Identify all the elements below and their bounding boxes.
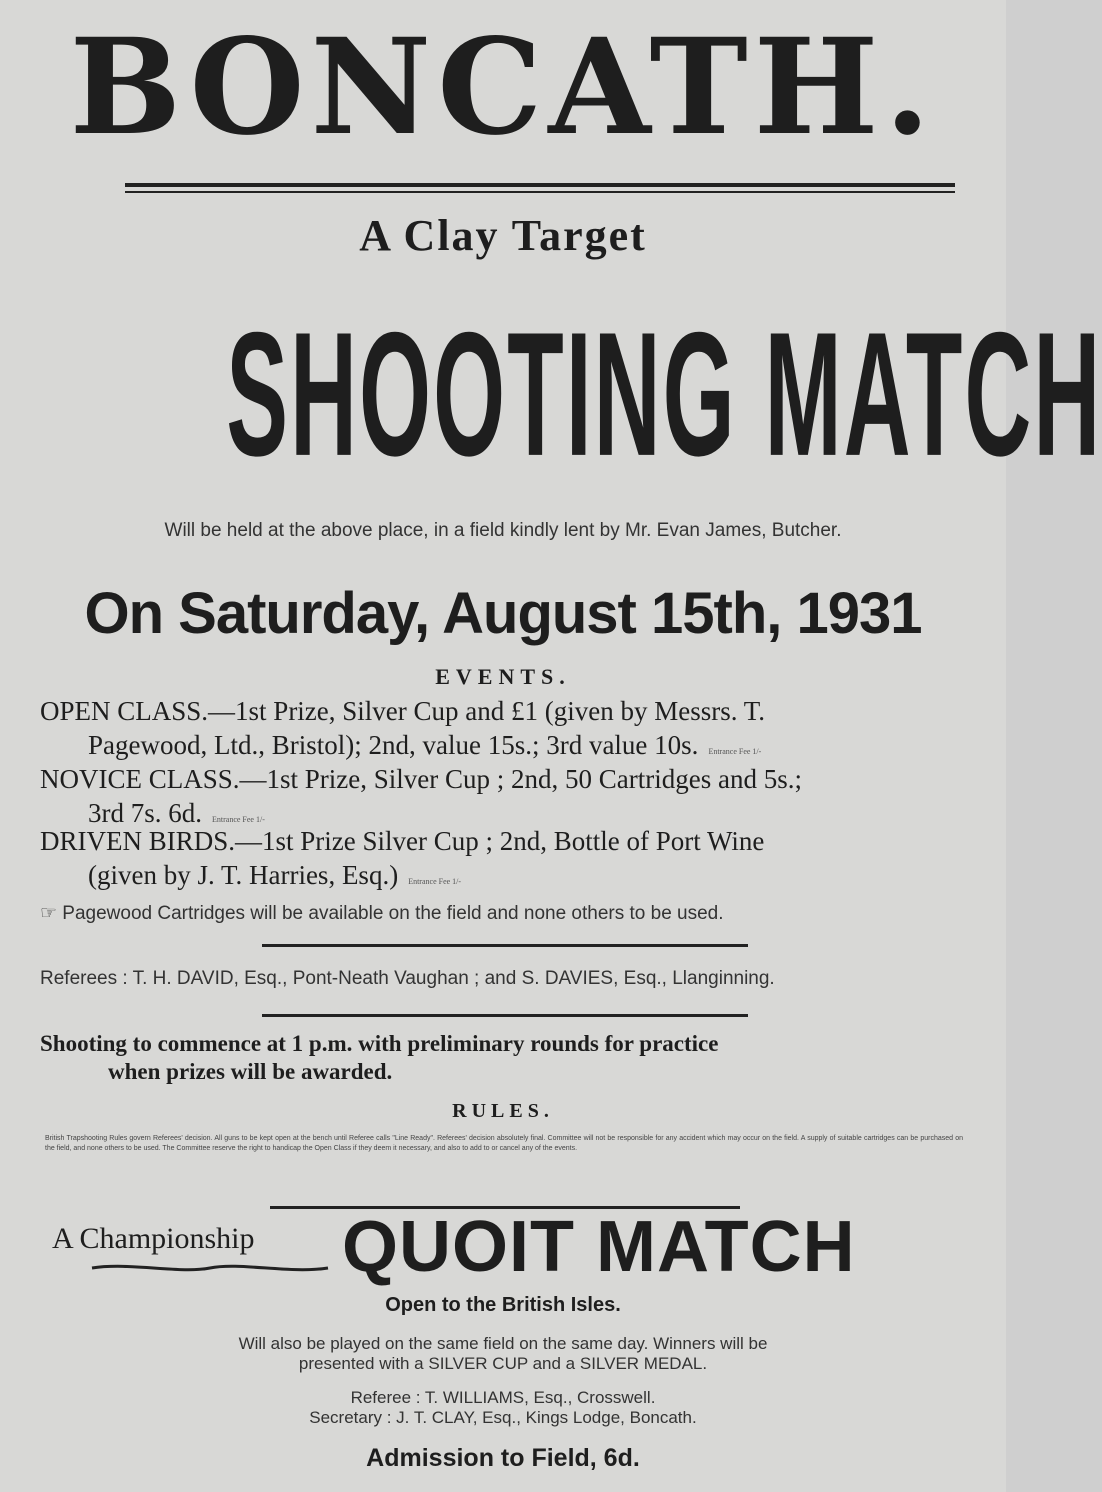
title-rule (125, 183, 955, 187)
flourish-ornament (90, 1260, 330, 1276)
divider (262, 944, 748, 947)
events-heading: EVENTS. (435, 664, 571, 689)
quoit-secretary: Secretary : J. T. CLAY, Esq., Kings Lodge, Boncath. (309, 1408, 697, 1427)
event-driven-birds (40, 824, 970, 899)
poster-headline: SHOOTING MATCH (226, 295, 1102, 493)
shooting-line: Shooting to commence at 1 p.m. with preliminary rounds for practice (40, 1031, 719, 1056)
event-date: On Saturday, August 15th, 1931 (84, 581, 922, 646)
shooting-start (40, 1030, 970, 1086)
rules-heading: RULES. (452, 1100, 554, 1122)
championship-label: A Championship (52, 1222, 255, 1255)
divider (262, 1014, 748, 1017)
quoit-referee: Referee : T. WILLIAMS, Esq., Crosswell. (350, 1388, 656, 1407)
entrance-fee: Entrance Fee 1/- (708, 747, 762, 756)
cartridges-note: ☞ Pagewood Cartridges will be available on the field and none others to be used. (40, 903, 724, 924)
event-line: NOVICE CLASS.—1st Prize, Silver Cup ; 2nd, 50 Cartridges and 5s.; (40, 764, 802, 794)
quoit-text: Will also be played on the same field on the same day. Winners will be (238, 1334, 768, 1353)
title-rule-thin (125, 191, 955, 193)
quoit-text: presented with a SILVER CUP and a SILVER MEDAL. (298, 1354, 708, 1373)
quoit-open: Open to the British Isles. (385, 1294, 621, 1316)
referees: Referees : T. H. DAVID, Esq., Pont-Neath Vaughan ; and S. DAVIES, Esq., Llanginning. (40, 968, 775, 989)
event-line: 3rd 7s. 6d. Entrance Fee 1/- (88, 798, 265, 828)
poster-title: BONCATH. (69, 10, 937, 165)
admission-price: Admission to Field, 6d. (366, 1444, 640, 1472)
entrance-fee: Entrance Fee 1/- (212, 815, 265, 824)
venue-text: Will be held at the above place, in a field kindly lent by Mr. Evan James, Butcher. (164, 520, 842, 541)
shooting-line: when prizes will be awarded. (108, 1059, 393, 1084)
poster-subtitle: A Clay Target (359, 211, 647, 260)
rules-text: British Trapshooting Rules govern Referees' decision. All guns to be kept open at the bench until Referee calls "Line Ready". Referees' decision absolutely final. Committee will not be responsible for any accident which may occur on the field. A supply of suitable cartridges can be purchased on the field, and none others to be used. The Committee reserve the right to handicap the Open Class if they deem it necessary, and also to add to or cancel any of the events. (45, 1135, 963, 1152)
quoit-title: QUOIT MATCH (342, 1207, 856, 1287)
event-line: (given by J. T. Harries, Esq.) Entrance Fee 1/- (88, 860, 462, 890)
event-line: Pagewood, Ltd., Bristol); 2nd, value 15s.; 3rd value 10s. Entrance Fee 1/- (88, 730, 762, 760)
event-line: DRIVEN BIRDS.—1st Prize Silver Cup ; 2nd, Bottle of Port Wine (40, 826, 765, 856)
event-line: OPEN CLASS.—1st Prize, Silver Cup and £1 (given by Messrs. T. (40, 696, 765, 726)
entrance-fee: Entrance Fee 1/- (408, 877, 462, 886)
event-open-class (40, 694, 970, 769)
